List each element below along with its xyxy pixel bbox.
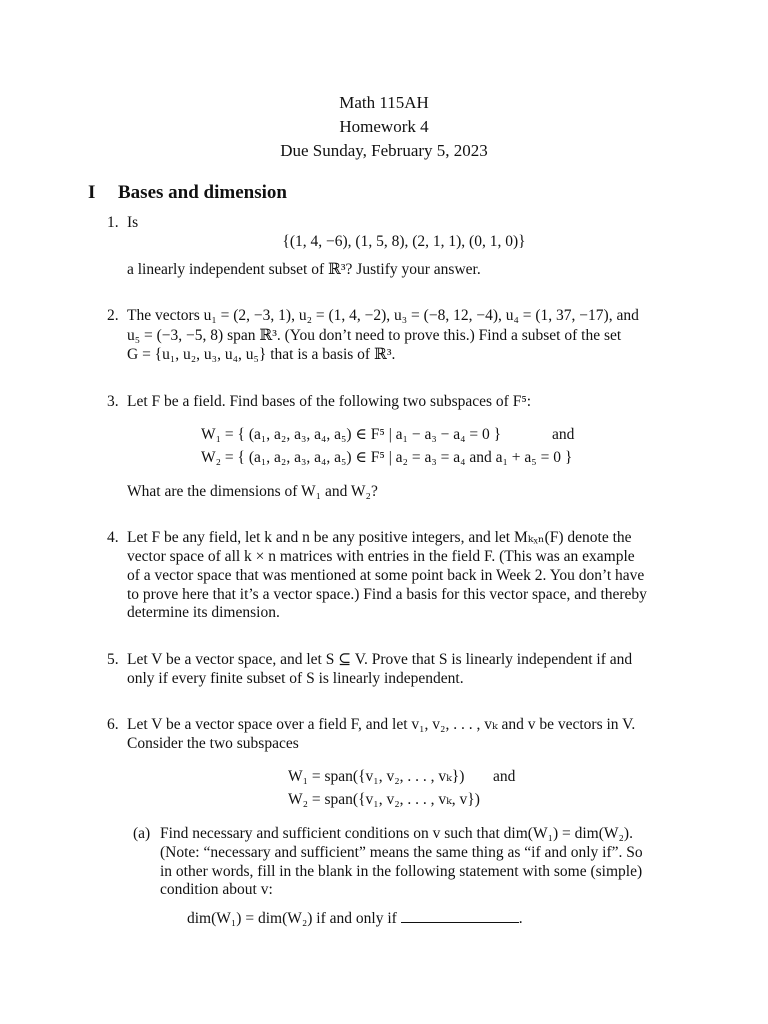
problem-text: only if every finite subset of S is linearly independent. [127, 670, 464, 687]
assignment-title: Homework 4 [339, 117, 429, 136]
problem-text: Consider the two subspaces [127, 735, 299, 752]
fill-in-statement [187, 908, 523, 929]
part-text: (Note: “necessary and sufficient” means the same thing as “if and only if”. So [160, 844, 643, 861]
and-word: and [493, 768, 516, 785]
subspace-w2: W₂ = { (a₁, a₂, a₃, a₄, a₅) ∈ F⁵ | a₂ = a₃ = a₄ and a₁ + a₅ = 0 } [201, 449, 573, 466]
display-math: {(1, 4, −6), (1, 5, 8), (2, 1, 1), (0, 1, 0)} [282, 233, 526, 250]
problem-text: u₅ = (−3, −5, 8) span ℝ³. (You don’t need to prove this.) Find a subset of the set [127, 327, 622, 344]
document-header [0, 91, 768, 163]
problem-number: 6. [107, 716, 119, 733]
section-number: I [88, 182, 96, 203]
subspace-w1: W₁ = span({v₁, v₂, . . . , vₖ}) [288, 768, 465, 785]
course-title: Math 115AH [339, 93, 429, 112]
and-word: and [552, 426, 575, 443]
statement-text: dim(W₁) = dim(W₂) if and only if [187, 910, 397, 927]
problem-text: determine its dimension. [127, 604, 280, 621]
part-text: condition about v: [160, 881, 273, 898]
problem-text: Let F be a field. Find bases of the following two subspaces of F⁵: [127, 393, 532, 410]
problem-text: to prove here that it’s a vector space.) Find a basis for this vector space, and thereby [127, 586, 647, 603]
subspace-w1: W₁ = { (a₁, a₂, a₃, a₄, a₅) ∈ F⁵ | a₁ − a₃ − a₄ = 0 } [201, 426, 502, 443]
problem-text: Is [127, 214, 139, 231]
due-date: Due Sunday, February 5, 2023 [280, 141, 488, 160]
problem-text: of a vector space that was mentioned at some point back in Week 2. You don’t have [127, 567, 645, 584]
problem-text: Let V be a vector space over a field F, and let v₁, v₂, . . . , vₖ and v be vectors in V. [127, 716, 636, 733]
answer-blank[interactable] [401, 908, 519, 923]
problem-number: 3. [107, 393, 119, 410]
problem-number: 1. [107, 214, 119, 231]
part-text: Find necessary and sufficient conditions on v such that dim(W₁) = dim(W₂). [160, 825, 633, 842]
problem-text: G = {u₁, u₂, u₃, u₄, u₅} that is a basis of ℝ³. [127, 346, 396, 363]
problem-text: Let F be any field, let k and n be any positive integers, and let Mₖₓₙ(F) denote the [127, 529, 632, 546]
problem-number: 4. [107, 529, 119, 546]
section-title: Bases and dimension [118, 182, 287, 203]
problem-number: 5. [107, 651, 119, 668]
problem-text: The vectors u₁ = (2, −3, 1), u₂ = (1, 4, −2), u₃ = (−8, 12, −4), u₄ = (1, 37, −17), and [127, 307, 639, 324]
part-label: (a) [133, 825, 151, 842]
problem-text: What are the dimensions of W₁ and W₂? [127, 483, 378, 500]
part-text: in other words, fill in the blank in the following statement with some (simple) [160, 863, 643, 880]
problem-text: a linearly independent subset of ℝ³? Justify your answer. [127, 261, 481, 278]
problem-number: 2. [107, 307, 119, 324]
problem-text: Let V be a vector space, and let S ⊆ V. Prove that S is linearly independent if and [127, 651, 633, 668]
section-heading [88, 182, 287, 204]
statement-end: . [518, 910, 523, 927]
subspace-w2: W₂ = span({v₁, v₂, . . . , vₖ, v}) [288, 791, 480, 808]
problem-text: vector space of all k × n matrices with entries in the field F. (This was an example [127, 548, 635, 565]
